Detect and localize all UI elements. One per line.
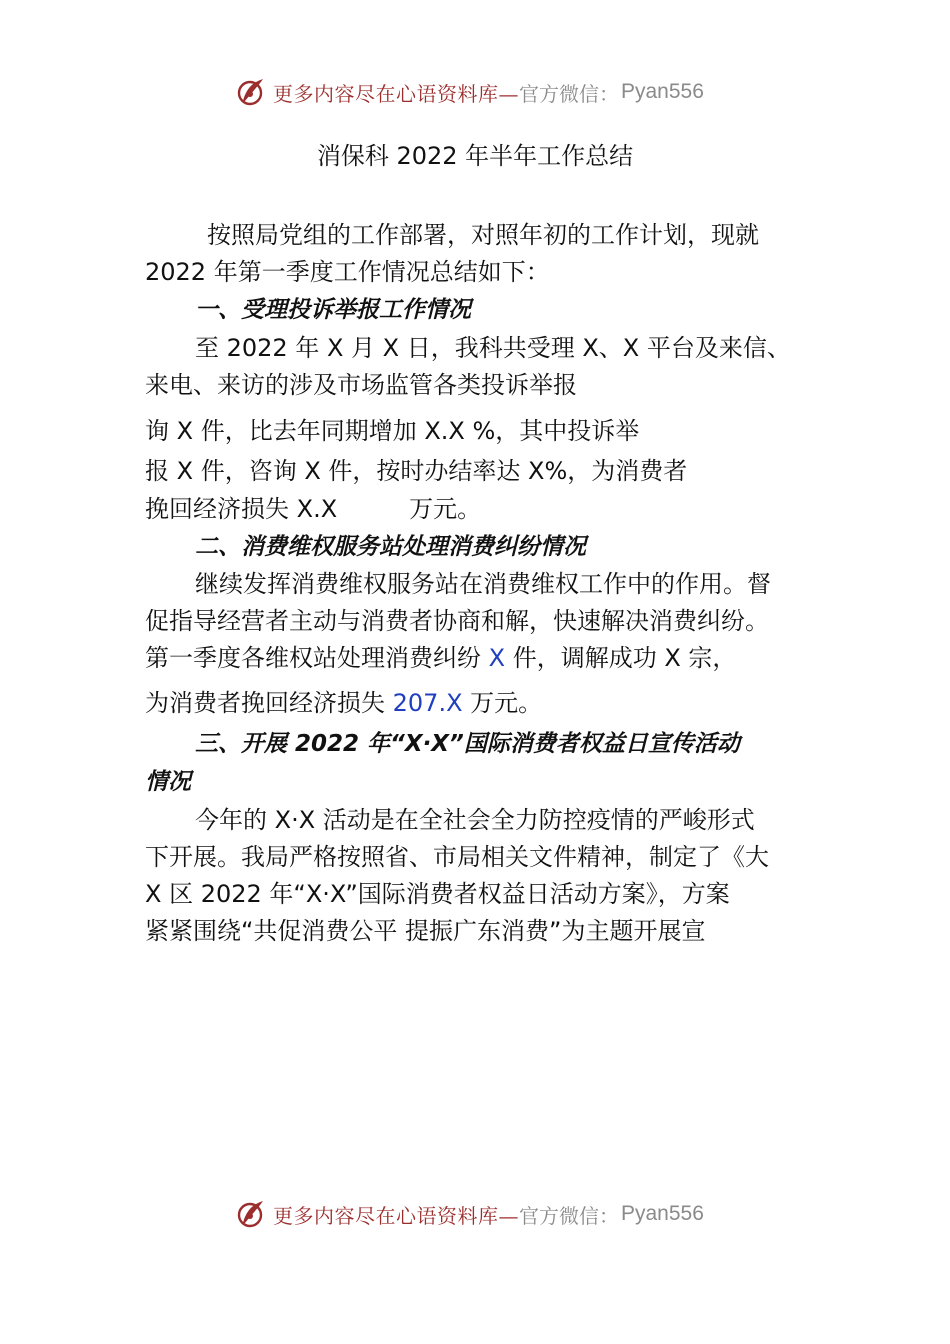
section3-line-2: 下开展。我局严格按照省、市局相关文件精神，制定了《大 — [145, 843, 769, 871]
intro-line-2: 2022 年第一季度工作情况总结如下： — [145, 258, 550, 286]
section2-line-4 — [145, 686, 542, 720]
section2-line-3 — [145, 641, 736, 675]
section1-line-1: 至 2022 年 X 月 X 日，我科共受理 X、X 平台及来信、 — [195, 334, 791, 362]
section1-line-4: 报 X 件，咨询 X 件，按时办结率达 X%，为消费者 — [145, 457, 688, 485]
section2-line-2: 促指导经营者主动与消费者协商和解，快速解决消费纠纷。 — [145, 607, 769, 635]
section1-line-5: 挽回经济损失 X.X 万元。 — [145, 495, 482, 523]
intro-line-1: 按照局党组的工作部署，对照年初的工作计划，现就 — [207, 221, 759, 249]
section3-heading-line-2: 情况 — [145, 769, 191, 795]
watermark-wechat-label: 官方微信： — [519, 1203, 619, 1228]
section2-line-1: 继续发挥消费维权服务站在消费维权工作中的作用。督 — [195, 570, 771, 598]
section3-line-3: X 区 2022 年“X·X”国际消费者权益日活动方案》，方案 — [145, 880, 730, 908]
section2-line-3-part-c: 件，调解成功 X 宗， — [505, 644, 737, 672]
recovered-loss-amount: 207.X — [392, 689, 463, 717]
section3-line-4: 紧紧围绕“共促消费公平 提振广东消费”为主题开展宣 — [145, 917, 706, 945]
section3-line-1: 今年的 X·X 活动是在全社会全力防控疫情的严峻形式 — [195, 806, 755, 834]
watermark-text: 更多内容尽在心语资料库— — [273, 81, 519, 106]
section3-heading-line-1: 三、开展 2022 年“X·X”国际消费者权益日宣传活动 — [195, 731, 740, 757]
logo-icon — [233, 75, 267, 109]
logo-icon — [233, 1197, 267, 1231]
watermark-text: 更多内容尽在心语资料库— — [273, 1203, 519, 1228]
section2-line-4-part-a: 为消费者挽回经济损失 — [145, 689, 393, 717]
section2-line-3-part-a: 第一季度各维权站处理消费纠纷 — [145, 644, 489, 672]
watermark-wechat-id: Pyan556 — [621, 1202, 704, 1225]
footer-watermark — [0, 1194, 950, 1234]
section1-heading: 一、受理投诉举报工作情况 — [195, 297, 471, 323]
dispute-count: X — [488, 644, 506, 672]
section1-line-2: 来电、来访的涉及市场监管各类投诉举报 — [145, 371, 577, 399]
section1-line-3: 询 X 件，比去年同期增加 X.X %，其中投诉举 — [145, 417, 640, 445]
document-title: 消保科 2022 年半年工作总结 — [316, 142, 634, 170]
section2-heading: 二、消费维权服务站处理消费纠纷情况 — [195, 534, 586, 560]
watermark-wechat-id: Pyan556 — [621, 80, 704, 103]
header-watermark — [0, 72, 950, 112]
watermark-wechat-label: 官方微信： — [519, 81, 619, 106]
section2-line-4-part-c: 万元。 — [462, 689, 543, 717]
